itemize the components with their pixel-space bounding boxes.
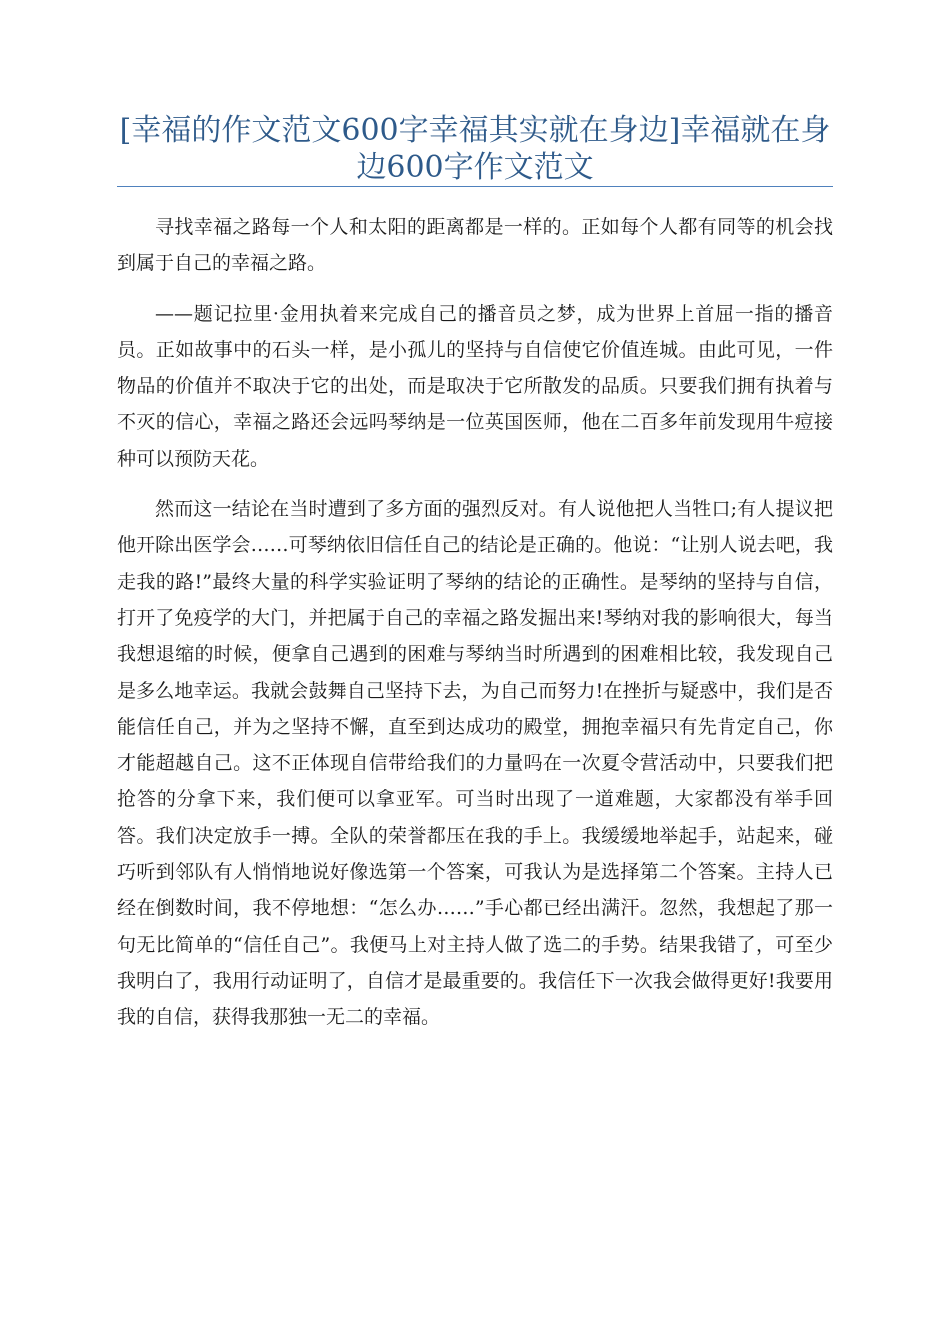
paragraph-1: 寻找幸福之路每一个人和太阳的距离都是一样的。正如每个人都有同等的机会找到属于自己的幸福之路。 [117, 216, 833, 275]
paragraph-2: ——题记拉里·金用执着来完成自己的播音员之梦，成为世界上首屈一指的播音员。正如故事中的石头一样，是小孤儿的坚持与自信使它价值连城。由此可见，一件物品的价值并不取决于它的出处，而是取决于它所散发的品质。只要我们拥有执着与不灭的信心，幸福之路还会远吗琴纳是一位英国医师，他在二百多年前发现用牛痘接种可以预防天花。 [117, 302, 833, 470]
title-underline-divider [117, 186, 833, 187]
document-body [117, 209, 833, 1050]
document-title: [幸福的作文范文600字幸福其实就在身边]幸福就在身边600字作文范文 [119, 113, 831, 185]
paragraph-3: 然而这一结论在当时遭到了多方面的强烈反对。有人说他把人当牲口;有人提议把他开除出医学会……可琴纳依旧信任自己的结论是正确的。他说：“让别人说去吧，我走我的路!”最终大量的科学实验证明了琴纳的结论的正确性。是琴纳的坚持与自信，打开了免疫学的大门，并把属于自己的幸福之路发掘出来!琴纳对我的影响很大，每当我想退缩的时候，便拿自己遇到的困难与琴纳当时所遇到的困难相比较，我发现自己是多么地幸运。我就会鼓舞自己坚持下去，为自己而努力!在挫折与疑惑中，我们是否能信任自己，并为之坚持不懈，直至到达成功的殿堂，拥抱幸福只有先肯定自己，你才能超越自己。这不正体现自信带给我们的力量吗在一次夏令营活动中，只要我们把抢答的分拿下来，我们便可以拿亚军。可当时出现了一道难题，大家都没有举手回答。我们决定放手一搏。全队的荣誉都压在我的手上。我缓缓地举起手，站起来，碰巧听到邻队有人悄悄地说好像选第一个答案，可我认为是选择第二个答案。主持人已经在倒数时间，我不停地想：“怎么办……”手心都已经出满汗。忽然，我想起了那一句无比简单的“信任自己”。我便马上对主持人做了选二的手势。结果我错了，可至少我明白了，我用行动证明了，自信才是最重要的。我信任下一次我会做得更好!我要用我的自信，获得我那独一无二的幸福。 [117, 498, 833, 1029]
